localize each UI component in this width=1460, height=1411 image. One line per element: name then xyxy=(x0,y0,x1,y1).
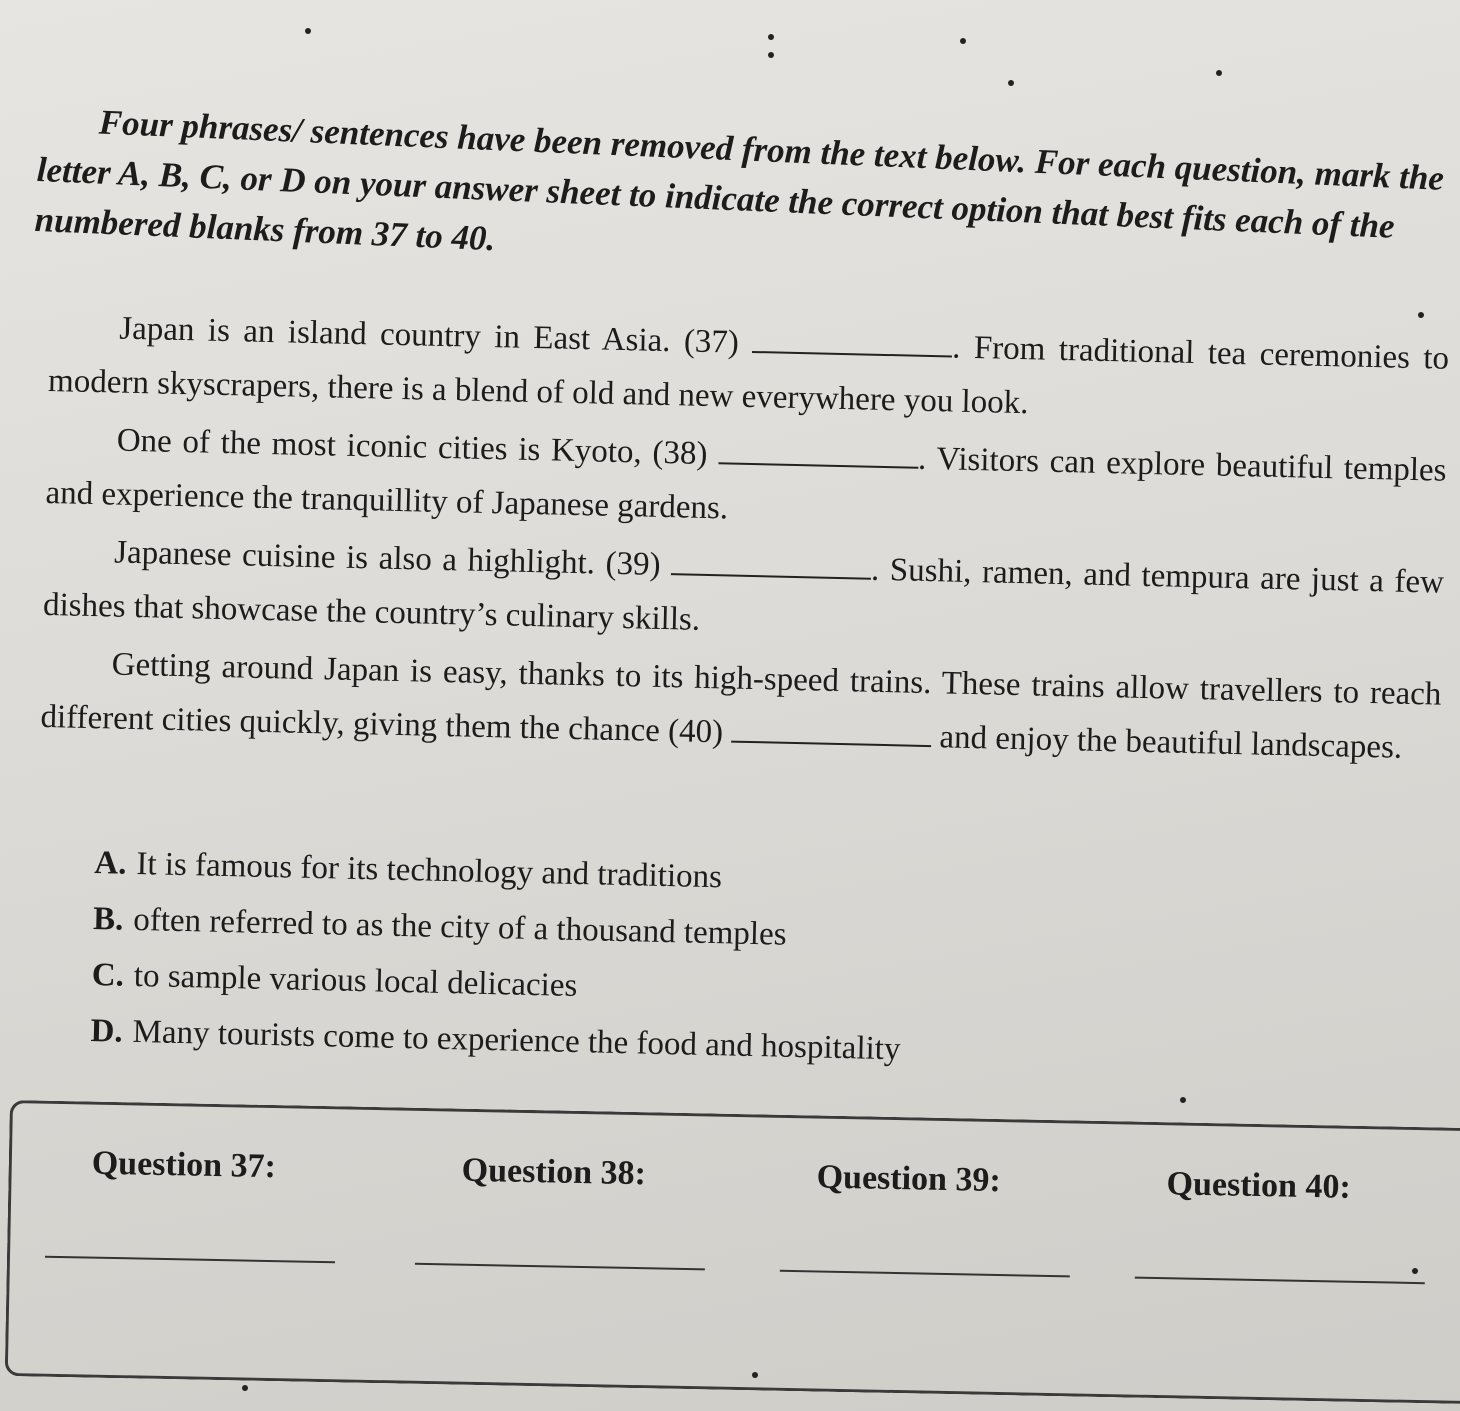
option-text: often referred to as the city of a thousand temples xyxy=(132,901,787,953)
option-text: It is famous for its technology and traditions xyxy=(136,845,723,896)
paragraph-text: One of the most iconic cities is Kyoto, (38) xyxy=(116,422,708,472)
option-letter: C. xyxy=(91,956,125,994)
answer-box xyxy=(5,1100,1460,1404)
answer-line-39[interactable] xyxy=(780,1268,1070,1278)
paragraph-text: Japan is an island country in East Asia. (37) xyxy=(118,310,740,361)
ink-speck xyxy=(1418,312,1424,318)
answer-label-39: Question 39: xyxy=(816,1158,1002,1200)
answer-label-37: Question 37: xyxy=(91,1144,277,1186)
answer-line-37[interactable] xyxy=(45,1254,335,1264)
answer-line-38[interactable] xyxy=(415,1261,705,1271)
paragraph-text: Japanese cuisine is also a highlight. (39) xyxy=(113,534,661,583)
blank-39[interactable] xyxy=(671,547,872,580)
ink-speck xyxy=(960,38,966,44)
option-letter: D. xyxy=(90,1012,124,1050)
ink-speck xyxy=(768,34,774,40)
instructions: Four phrases/ sentences have been removed from the text below. For each question, mark the letter A, B, C, or D on your answer sheet to indicate the correct option that best fits each of the numbered blanks from 37 to 40. xyxy=(33,102,1445,259)
options-list xyxy=(90,835,1195,1084)
paragraph-text: . Sushi, ramen, and tempura are just a few dishes that showcase the country’s culinary skills. xyxy=(42,551,1445,638)
paragraph-text: . From traditional tea ceremonies to modern skyscrapers, there is a blend of old and new everywhere you look. xyxy=(47,329,1450,422)
ink-speck xyxy=(1216,70,1222,76)
ink-speck xyxy=(1180,1097,1186,1103)
answer-label-38: Question 38: xyxy=(461,1151,647,1193)
ink-speck xyxy=(242,1385,248,1391)
blank-40[interactable] xyxy=(731,715,932,748)
blank-38[interactable] xyxy=(718,436,919,469)
answer-label-40: Question 40: xyxy=(1166,1165,1352,1206)
ink-speck xyxy=(768,52,774,58)
option-letter: B. xyxy=(92,900,124,938)
reading-passage xyxy=(40,300,1450,780)
paragraph-text: . Visitors can explore beautiful temples and experience the tranquillity of Japanese gardens. xyxy=(45,440,1447,527)
option-text: to sample various local delicacies xyxy=(133,957,578,1004)
paragraph-text: Getting around Japan is easy, thanks to its high-speed trains. These trains allow travellers to reach different cities quickly, giving them the chance (40) xyxy=(40,646,1442,751)
ink-speck xyxy=(305,28,311,34)
blank-37[interactable] xyxy=(752,325,953,358)
paragraph-text: and enjoy the beautiful landscapes. xyxy=(939,719,1403,766)
option-letter: A. xyxy=(93,844,127,882)
option-text: Many tourists come to experience the food and hospitality xyxy=(132,1013,901,1068)
ink-speck xyxy=(1008,80,1014,86)
answer-line-40[interactable] xyxy=(1135,1275,1425,1285)
